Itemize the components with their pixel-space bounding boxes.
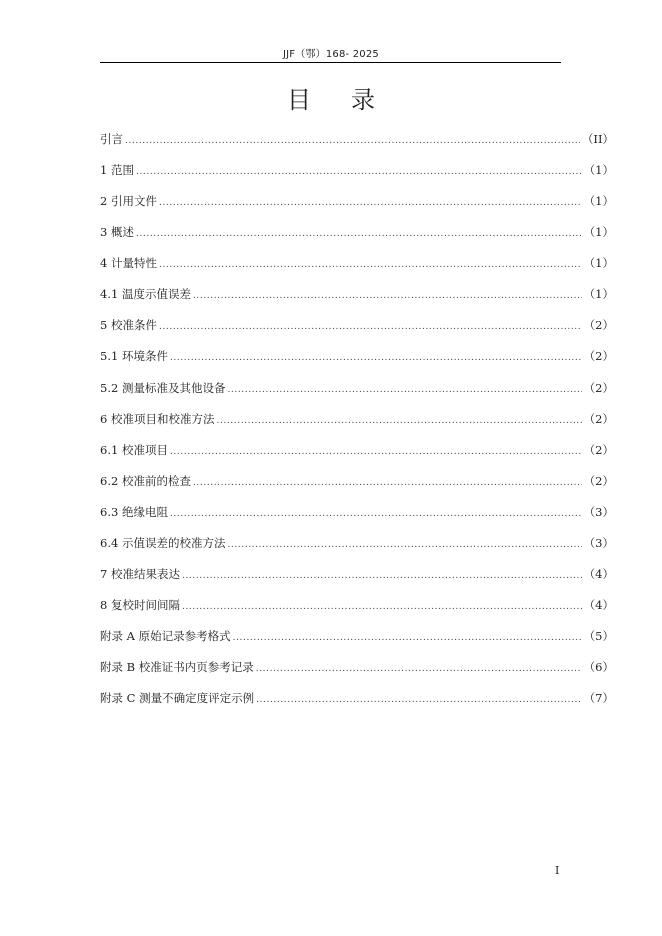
toc-leader-dots <box>193 478 582 488</box>
toc-entry-label: 4.1 温度示值误差 <box>100 287 191 302</box>
toc-entry-page: （2） <box>583 473 614 488</box>
toc-leader-dots <box>136 167 582 177</box>
document-code-header: JJF（鄂）168- 2025 <box>283 49 379 60</box>
toc-entry[interactable] <box>100 597 614 628</box>
toc-entry-label: 2 引用文件 <box>100 194 157 209</box>
toc-entry-page: （1） <box>583 225 614 240</box>
toc-entry[interactable] <box>100 411 614 442</box>
toc-entry-label: 引言 <box>100 132 123 146</box>
toc-entry[interactable] <box>100 535 614 566</box>
toc-entry[interactable] <box>100 162 614 193</box>
toc-leader-dots <box>227 540 581 550</box>
toc-entry-page: （5） <box>583 629 614 643</box>
toc-entry-label: 8 复校时间间隔 <box>100 597 180 612</box>
toc-leader-dots <box>182 602 582 612</box>
toc-entry[interactable] <box>100 348 614 379</box>
toc-leader-dots <box>233 633 582 643</box>
toc-entry-page: （4） <box>583 597 614 612</box>
toc-entry[interactable] <box>100 286 614 317</box>
toc-entry-label: 附录 B 校准证书内页参考记录 <box>100 660 254 675</box>
toc-entry[interactable] <box>100 690 614 721</box>
toc-entry[interactable] <box>100 473 614 504</box>
toc-entry-label: 附录 C 测量不确定度评定示例 <box>100 691 255 706</box>
toc-entry-page: （3） <box>583 535 614 550</box>
toc-entry[interactable] <box>100 504 614 535</box>
toc-entry[interactable] <box>100 317 614 348</box>
toc-entry[interactable] <box>100 193 614 224</box>
toc-entry-page: （2） <box>583 442 614 457</box>
page-title: 目录 <box>287 86 415 114</box>
toc-entry-label: 7 校准结果表达 <box>100 566 180 581</box>
toc-entry-page: （1） <box>583 256 614 271</box>
toc-entry-page: （1） <box>583 163 614 178</box>
toc-leader-dots <box>256 664 582 674</box>
toc-entry-label: 5.1 环境条件 <box>100 349 168 364</box>
toc-leader-dots <box>170 509 582 519</box>
toc-leader-dots <box>159 260 582 270</box>
toc-leader-dots <box>193 291 582 301</box>
toc-leader-dots <box>159 198 582 208</box>
toc-entry[interactable] <box>100 131 614 162</box>
toc-entry[interactable] <box>100 380 614 411</box>
toc-entry-label: 6.4 示值误差的校准方法 <box>100 535 226 550</box>
toc-leader-dots <box>170 447 582 457</box>
toc-entry-page: （II） <box>581 132 614 146</box>
toc-leader-dots <box>159 322 582 332</box>
toc-leader-dots <box>182 571 582 581</box>
toc-entry[interactable] <box>100 566 614 597</box>
toc-entry-label: 6 校准项目和校准方法 <box>100 411 215 426</box>
toc-entry-label: 6.3 绝缘电阻 <box>100 504 168 519</box>
toc-entry[interactable] <box>100 442 614 473</box>
toc-entry-label: 3 概述 <box>100 225 134 240</box>
toc-entry-label: 4 计量特性 <box>100 256 157 271</box>
toc-entry-label: 6.1 校准项目 <box>100 442 168 457</box>
toc-leader-dots <box>136 229 582 239</box>
toc-leader-dots <box>170 353 582 363</box>
toc-entry-page: （1） <box>583 194 614 209</box>
toc-entry-page: （2） <box>583 380 614 395</box>
toc-entry-label: 附录 A 原始记录参考格式 <box>100 629 231 643</box>
toc-entry-label: 5 校准条件 <box>100 318 157 333</box>
page-number: I <box>555 864 560 877</box>
toc-entry-page: （7） <box>583 691 614 706</box>
toc-entry[interactable] <box>100 628 614 659</box>
toc-entry-page: （2） <box>583 318 614 333</box>
toc-leader-dots <box>256 695 582 705</box>
toc-entry-label: 5.2 测量标准及其他设备 <box>100 380 226 395</box>
toc-entry-label: 1 范围 <box>100 163 134 178</box>
toc-entry-label: 6.2 校准前的检查 <box>100 473 191 488</box>
toc-entry[interactable] <box>100 659 614 690</box>
toc-leader-dots <box>227 385 581 395</box>
table-of-contents <box>100 131 614 721</box>
toc-entry-page: （1） <box>583 287 614 302</box>
toc-entry[interactable] <box>100 224 614 255</box>
toc-entry[interactable] <box>100 255 614 286</box>
toc-entry-page: （4） <box>583 566 614 581</box>
toc-leader-dots <box>216 416 581 426</box>
toc-entry-page: （6） <box>583 660 614 675</box>
toc-entry-page: （2） <box>583 349 614 364</box>
toc-entry-page: （3） <box>583 504 614 519</box>
header-rule <box>100 62 561 63</box>
toc-leader-dots <box>125 136 580 146</box>
toc-entry-page: （2） <box>583 411 614 426</box>
